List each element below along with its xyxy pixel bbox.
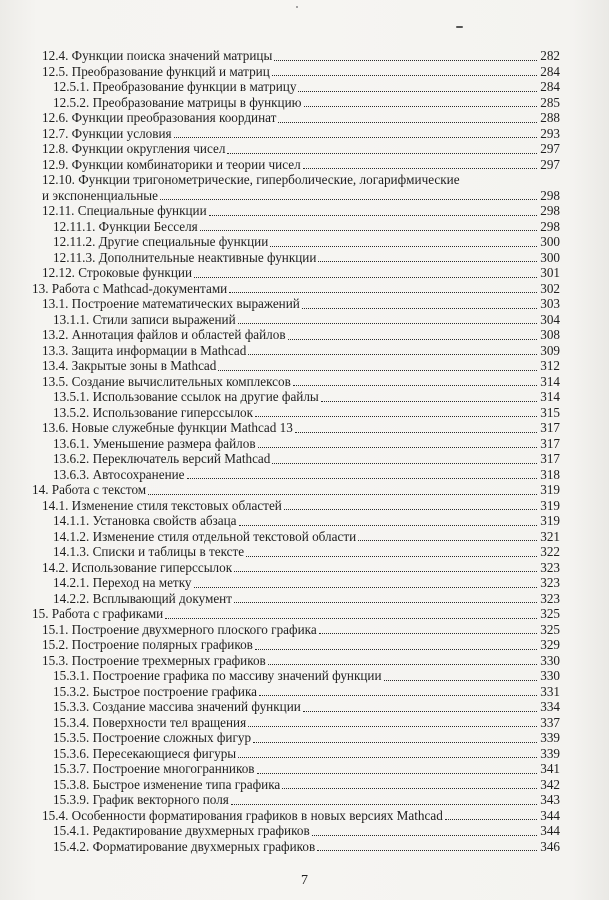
toc-entry-page: 329 [540,637,560,652]
toc-entry [32,699,560,715]
toc-entry-page: 330 [540,668,560,683]
toc-entry-title: 15.3.1. Построение графика по массиву значений функции [53,668,382,683]
toc-entry-title: 12.9. Функции комбинаторики и теории чисел [42,156,301,172]
toc-entry-title: 12.11. Специальные функции [42,203,207,218]
toc-entry-title: 15.3.9. График векторного поля [53,792,229,807]
toc-entry-page: 325 [540,606,560,621]
dot-leader [234,602,537,603]
toc-entry-title: 12.10. Функции тригонометрические, гиперболические, логарифмические [42,172,460,187]
dot-leader [187,478,537,479]
toc-entry-title-continued: и экспоненциальные [42,187,159,203]
dot-leader [238,757,537,758]
toc-entry-title: 14.2. Использование гиперссылок [42,559,233,575]
toc-entry-page: 325 [540,621,560,637]
toc-entry-title: 13.1.1. Стили записи выражений [53,311,236,327]
toc-entry-page: 330 [540,652,560,668]
toc-entry [32,48,560,64]
toc-entry [32,141,560,157]
toc-entry [32,482,560,498]
toc-entry-title: 13.6.1. Уменьшение размера файлов [53,435,256,451]
dot-leader [165,618,537,619]
toc-entry [32,250,560,266]
toc-entry-page: 293 [540,125,560,141]
toc-entry-page: 301 [540,265,560,280]
toc-entry [32,467,560,483]
toc-entry-page: 284 [540,79,560,94]
toc-entry [32,575,560,591]
toc-entry [32,374,560,390]
dot-leader [268,664,537,665]
dot-leader [227,153,537,154]
toc-entry-title: 12.5.2. Преобразование матрицы в функцию [53,94,302,110]
dot-leader [284,509,537,510]
toc-entry-title: 13.6. Новые служебные функции Mathcad 13 [42,420,293,435]
toc-entry-page: 344 [540,807,560,823]
toc-entry [32,343,560,359]
toc-entry [32,622,560,638]
dot-leader [384,680,537,681]
toc-entry-title: 12.12. Строковые функции [42,265,193,280]
toc-entry [32,296,560,312]
dot-leader [257,773,537,774]
toc-entry [32,839,560,855]
dot-leader [303,168,537,169]
toc-entry-page: 319 [540,482,560,497]
toc-entry [32,792,560,808]
toc-entry [32,529,560,545]
dot-leader [317,850,537,851]
toc-entry-page: 282 [540,48,560,63]
toc-entry [32,498,560,514]
toc-entry-title: 13.1. Построение математических выражений [42,296,300,311]
toc-entry-page: 314 [540,373,560,389]
toc-entry [32,312,560,328]
toc-entry-title: 14.1.1. Установка свойств абзаца [53,513,237,528]
dot-leader [209,215,537,216]
toc-entry-title: 12.11.2. Другие специальные функции [53,234,269,249]
toc-entry-page: 302 [540,280,560,296]
toc-entry [32,451,560,467]
toc-entry-title: 12.7. Функции условия [42,125,172,141]
toc-entry-page: 312 [540,358,560,373]
dot-leader [259,695,537,696]
dot-leader [218,370,537,371]
toc-entry-page: 298 [540,187,560,203]
toc-entry-page: 297 [540,156,560,172]
toc-entry-page: 341 [540,761,560,776]
toc-entry-title: 15.1. Построение двухмерного плоского графика [42,621,317,637]
dot-leader [312,835,537,836]
toc-entry-title: 15.3.5. Построение сложных фигур [53,730,252,745]
dot-leader [258,447,537,448]
dot-leader [272,75,537,76]
toc-entry-title: 15.3.7. Построение многогранников [53,761,255,776]
toc-entry-title: 15.4.1. Редактирование двухмерных графиков [53,823,310,838]
toc-entry [32,436,560,452]
toc-entry [32,544,560,560]
toc-entry-title: 15.3.8. Быстрое изменение типа графика [53,776,281,792]
dot-leader [231,804,537,805]
toc-entry-title: 15.3.6. Пересекающиеся фигуры [53,745,237,761]
dot-leader [174,137,537,138]
toc-entry-page: 344 [540,823,560,838]
dot-leader [148,494,537,495]
dot-leader [253,742,537,743]
toc-entry [32,126,560,142]
toc-entry-page: 309 [540,342,560,358]
toc-entry [32,823,560,839]
toc-entry [32,64,560,80]
dot-leader [304,106,537,107]
dot-leader [160,199,537,200]
toc-entry-title: 14.1.3. Списки и таблицы в тексте [53,544,245,559]
toc-entry [32,777,560,793]
dot-leader [302,308,537,309]
toc-entry-page: 308 [540,327,560,342]
dot-leader [248,726,537,727]
dot-leader [270,246,537,247]
toc-entry [32,420,560,436]
toc-entry [32,591,560,607]
toc-entry-page: 317 [540,451,560,466]
toc-entry-title: 13.5. Создание вычислительных комплексов [42,373,291,389]
toc-entry-page: 334 [540,699,560,714]
dot-leader [234,571,537,572]
toc-entry-page: 342 [540,776,560,792]
toc-entry [32,513,560,529]
dot-leader [194,277,537,278]
toc-entry-page: 318 [540,466,560,482]
toc-entry-title: 13.2. Аннотация файлов и областей файлов [42,327,286,342]
toc-entry-title: 12.11.3. Дополнительные неактивные функции [53,249,317,265]
toc-entry-page: 346 [540,838,560,854]
toc-entry [32,761,560,777]
toc-entry-page: 288 [540,110,560,125]
toc-entry-page: 321 [540,528,560,544]
toc-entry [32,110,560,126]
toc-entry-title: 14. Работа с текстом [32,482,147,497]
toc-entry [32,730,560,746]
dot-leader [274,60,537,61]
toc-entry-page: 284 [540,63,560,79]
toc-entry [32,234,560,250]
toc-entry-page: 298 [540,203,560,218]
paper-mark [456,26,463,28]
toc-entry-page: 323 [540,575,560,590]
toc-entry-page: 300 [540,234,560,249]
toc-entry-page: 317 [540,420,560,435]
toc-entry-title: 14.2.1. Переход на метку [53,575,192,590]
toc-entry-title: 12.8. Функции округления чисел [42,141,226,156]
dot-leader [319,633,537,634]
toc-entry-page: 323 [540,559,560,575]
dot-leader [318,261,537,262]
toc-entry [32,746,560,762]
toc-entry-page: 337 [540,714,560,730]
toc-entry [32,668,560,684]
toc-entry [32,606,560,622]
toc-entry [32,95,560,111]
toc-entry-title: 13.4. Закрытые зоны в Mathcad [42,358,217,373]
dot-leader [282,788,537,789]
toc-entry [32,389,560,405]
toc-entry-page: 298 [540,218,560,234]
toc-entry-page: 297 [540,141,560,156]
toc-entry [32,808,560,824]
toc-entry-title: 15.2. Построение полярных графиков [42,637,253,652]
toc-entry-title: 12.5.1. Преобразование функции в матрицу [53,79,297,94]
toc-entry-page: 314 [540,389,560,404]
dot-leader [288,339,537,340]
toc-entry-title: 13.3. Защита информации в Mathcad [42,342,247,358]
toc-entry-page: 339 [540,730,560,745]
toc-entry-title: 15.3.2. Быстрое построение графика [53,683,258,699]
toc-entry-title: 15.4.2. Форматирование двухмерных графиков [53,838,316,854]
toc-entry [32,203,560,219]
table-of-contents [32,48,560,854]
toc-entry [32,715,560,731]
dot-leader [238,323,537,324]
toc-entry-title: 15. Работа с графиками [32,606,164,621]
toc-entry [32,219,560,235]
toc-entry-page: 323 [540,590,560,606]
dot-leader [255,649,537,650]
toc-entry-page: 300 [540,249,560,265]
toc-entry [32,637,560,653]
toc-entry-page: 315 [540,404,560,420]
toc-entry [32,281,560,297]
toc-entry [32,79,560,95]
dot-leader [321,401,537,402]
dot-leader [246,556,537,557]
dot-leader [272,463,537,464]
toc-entry-title: 14.1.2. Изменение стиля отдельной текстовой области [53,528,357,544]
toc-entry-title: 15.3.3. Создание массива значений функции [53,699,301,714]
toc-entry [32,684,560,700]
toc-entry-title: 14.1. Изменение стиля текстовых областей [42,497,282,513]
toc-entry-page: 317 [540,435,560,451]
toc-entry [32,358,560,374]
toc-entry-title: 12.11.1. Функции Бесселя [53,218,198,234]
toc-entry-title: 15.3. Построение трехмерных графиков [42,652,266,668]
toc-entry-page: 285 [540,94,560,110]
toc-entry [32,172,560,203]
toc-entry-page: 319 [540,497,560,513]
toc-entry-page: 343 [540,792,560,807]
dot-leader [194,587,537,588]
toc-entry-title: 12.5. Преобразование функций и матриц [42,63,270,79]
toc-entry-page: 331 [540,683,560,699]
dot-leader [295,432,537,433]
toc-entry-title: 12.4. Функции поиска значений матрицы [42,48,273,63]
dot-leader [293,385,537,386]
dot-leader [239,525,538,526]
dot-leader [298,91,537,92]
toc-entry [32,327,560,343]
toc-entry-page: 304 [540,311,560,327]
dot-leader [278,122,537,123]
toc-entry-page: 319 [540,513,560,528]
toc-entry-title: 13.6.3. Автосохранение [53,466,185,482]
toc-entry-title: 13.6.2. Переключатель версий Mathcad [53,451,271,466]
dot-leader [229,292,537,293]
toc-entry [32,265,560,281]
toc-entry [32,157,560,173]
dot-leader [358,540,537,541]
dot-leader [248,354,537,355]
toc-entry-page: 339 [540,745,560,761]
toc-entry-title: 14.2.2. Всплывающий документ [53,590,232,606]
toc-entry-title: 13. Работа с Mathcad-документами [32,280,228,296]
toc-entry [32,560,560,576]
toc-entry-page: 303 [540,296,560,311]
toc-entry-page: 322 [540,544,560,559]
toc-entry-title: 12.6. Функции преобразования координат [42,110,277,125]
toc-entry-line [42,188,560,204]
toc-entry-title: 15.3.4. Поверхности тел вращения [53,714,247,730]
toc-entry [32,653,560,669]
toc-entry-title: 13.5.2. Использование гиперссылок [53,404,254,420]
toc-entry-title: 15.4. Особенности форматирования графиков в новых версиях Mathcad [42,807,443,823]
dot-leader [255,416,537,417]
toc-entry-title: 13.5.1. Использование ссылок на другие файлы [53,389,319,404]
toc-entry [32,405,560,421]
dot-leader [445,819,537,820]
page-number: 7 [301,873,308,888]
dot-leader [303,711,537,712]
paper-speck [296,6,298,8]
dot-leader [200,230,537,231]
